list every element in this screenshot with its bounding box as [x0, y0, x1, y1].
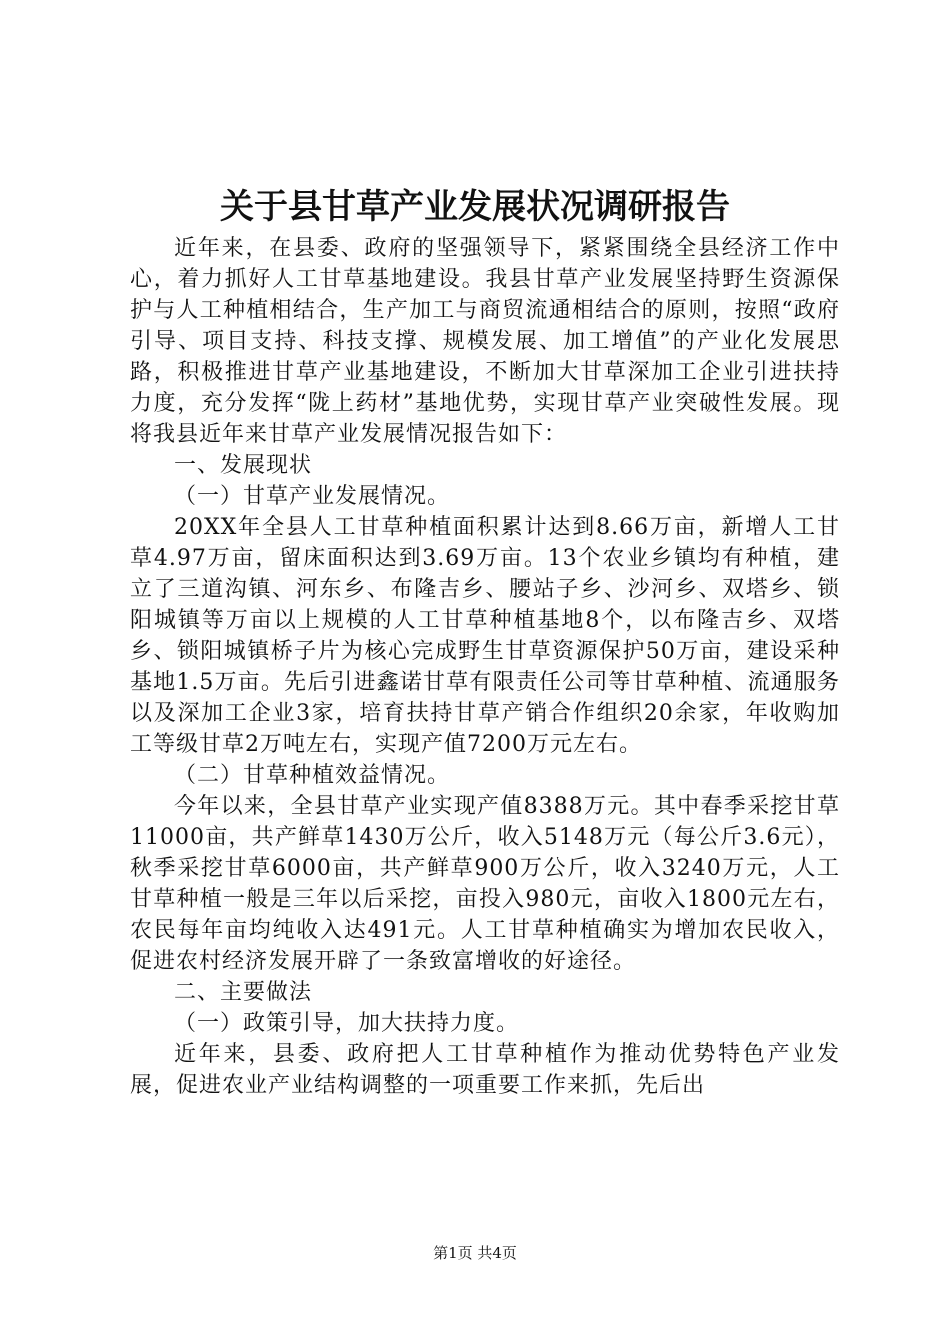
document-title: 关于县甘草产业发展状况调研报告 — [220, 187, 730, 227]
subsection-heading-1-2: （二）甘草种植效益情况。 — [174, 763, 451, 788]
body-paragraph: 今年以来，全县甘草产业实现产值8388万元。其中春季采挖甘草11000亩，共产鲜草1430万公斤，收入5148万元（每公斤3.6元），秋季采挖甘草6000亩，共产鲜草900万公斤，收入3240万元，人工甘草种植一般是三年以后采挖，亩投入980元，亩收入1800元左右，农民每年亩均纯收入达491元。人工甘草种植确实为增加农民收入，促进农村经济发展开辟了一条致富增收的好途径。 — [130, 794, 840, 974]
subsection-heading-2-1: （一）政策引导，加大扶持力度。 — [174, 1011, 520, 1036]
section-heading-1: 一、发展现状 — [174, 453, 313, 478]
intro-paragraph: 近年来，在县委、政府的坚强领导下，紧紧围绕全县经济工作中心，着力抓好人工甘草基地建设。我县甘草产业发展坚持野生资源保护与人工种植相结合，生产加工与商贸流通相结合的原则，按照“政府引导、项目支持、科技支撑、规模发展、加工增值”的产业化发展思路，积极推进甘草产业基地建设，不断加大甘草深加工企业引进扶持力度，充分发挥“陇上药材”基地优势，实现甘草产业突破性发展。现将我县近年来甘草产业发展情况报告如下： — [130, 236, 840, 447]
body-paragraph: 近年来，县委、政府把人工甘草种植作为推动优势特色产业发展，促进农业产业结构调整的一项重要工作来抓，先后出 — [130, 1042, 840, 1098]
subsection-heading-1-1: （一）甘草产业发展情况。 — [174, 484, 451, 509]
body-paragraph: 20XX年全县人工甘草种植面积累计达到8.66万亩，新增人工甘草4.97万亩，留床面积达到3.69万亩。13个农业乡镇均有种植，建立了三道沟镇、河东乡、布隆吉乡、腰站子乡、沙河乡、双塔乡、锁阳城镇等万亩以上规模的人工甘草种植基地8个，以布隆吉乡、双塔乡、锁阳城镇桥子片为核心完成野生甘草资源保护50万亩，建设采种基地1.5万亩。先后引进鑫诺甘草有限责任公司等甘草种植、流通服务以及深加工企业3家，培育扶持甘草产销合作组织20余家，年收购加工等级甘草2万吨左右，实现产值7200万元左右。 — [130, 515, 840, 757]
section-heading-2: 二、主要做法 — [174, 980, 313, 1005]
page-number-footer: 第1页 共4页 — [433, 1244, 517, 1262]
document-body — [130, 233, 840, 1101]
